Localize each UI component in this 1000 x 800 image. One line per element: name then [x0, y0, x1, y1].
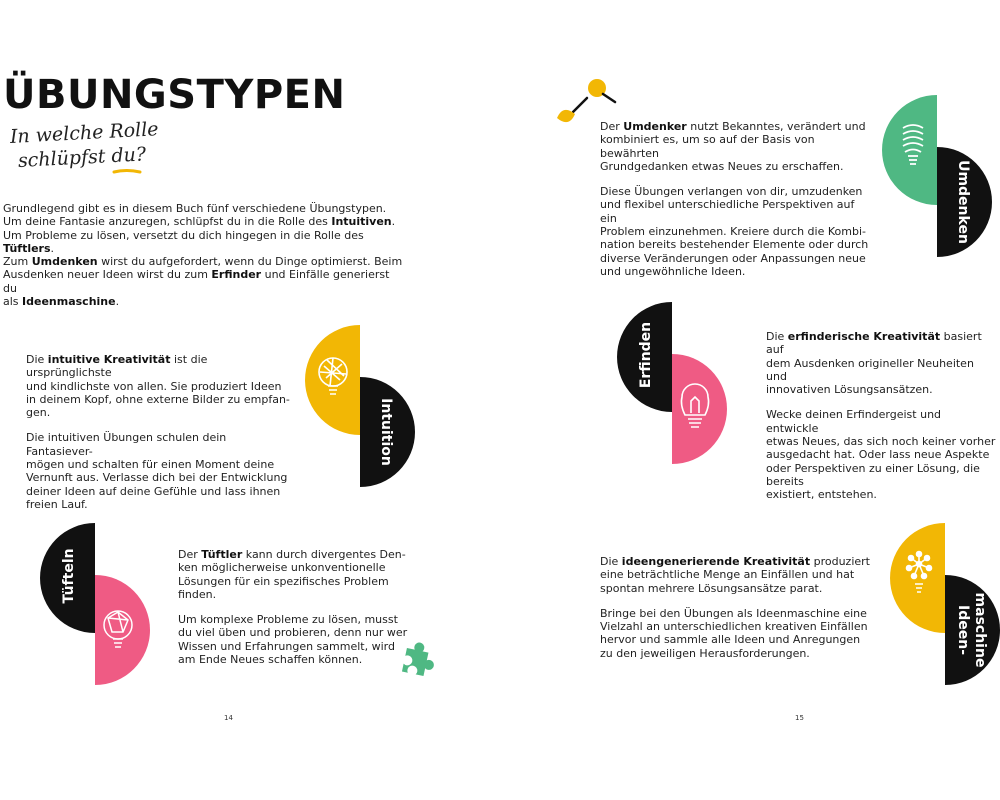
intuition-emblem	[300, 320, 420, 490]
bold-term: Intuitiven	[331, 215, 392, 229]
paragraph: Der Tüftler kann durch divergentes Den- ken möglicherweise unkonventionelle Lösungen für ein spezifisches Problem finden.	[178, 548, 406, 601]
page-title: ÜBUNGSTYPEN	[3, 72, 346, 118]
paragraph: Die erfinderische Kreativität basiert auf dem Ausdenken origineller Neuheiten und innovativen Lösungsansätzen.	[766, 330, 982, 397]
bold-term: Erfinder	[211, 268, 262, 282]
puzzle-piece-icon	[392, 640, 438, 686]
bold-term: intuitive Kreativität	[47, 353, 171, 366]
paragraph: Der Umdenker nutzt Bekanntes, verändert und kombiniert es, um so auf der Basis von bewährten Grundgedanken etwas Neues zu erschaffen.	[600, 120, 866, 173]
bold-term: Tüftler	[201, 548, 243, 561]
bold-term: Umdenker	[623, 120, 687, 133]
ideenmaschine-label-line2: maschine	[972, 592, 988, 668]
paragraph: Um komplexe Probleme zu lösen, musst du viel üben und probieren, denn nur wer Wissen und Erfahrungen sammelt, wird am Ende Neues schaffen können.	[178, 613, 408, 667]
page-number-left: 14	[224, 714, 233, 722]
handwritten-subtitle-line2: schlüpfst du?	[17, 143, 147, 172]
intuition-label: Intuition	[378, 398, 394, 466]
tufteln-description	[178, 548, 418, 678]
paragraph: Bringe bei den Übungen als Ideenmaschine eine Vielzahl an unterschiedlichen kreativen Einfällen hervor und sammle alle Ideen und Anregungen zu den jeweiligen Herausforderungen.	[600, 606, 868, 660]
page-number-right: 15	[795, 714, 804, 722]
ideenmaschine-color-halfcircle	[890, 523, 945, 633]
paragraph: Diese Übungen verlangen von dir, umzudenken und flexibel unterschiedliche Perspektiven auf ein Problem einzunehmen. Kreiere durch die Kombi- nation bereits bestehender Elemente oder durch diverse Veränderungen oder Anpassungen neue und ungewöhnliche Ideen.	[600, 185, 869, 278]
paragraph: Wecke deinen Erfindergeist und entwickle etwas Neues, das sich noch keiner vorher ausgedacht hat. Oder lass neue Aspekte oder Perspektiven zu einer Lösung, die bereits existiert, entstehen.	[766, 408, 996, 502]
tufteln-emblem	[35, 518, 155, 688]
umdenken-label: Umdenken	[955, 160, 971, 244]
erfinden-label: Erfinden	[638, 321, 654, 389]
paragraph: Die intuitive Kreativität ist die ursprünglichste und kindlichste von allen. Sie produziert Ideen in deinem Kopf, ohne externe Bilder zu empfan- gen.	[26, 353, 290, 420]
bold-term: Ideenmaschine	[22, 295, 116, 309]
handwritten-underline-decoration	[112, 168, 142, 176]
erfinden-emblem	[612, 297, 732, 467]
bold-term: Tüftlers	[3, 241, 51, 255]
tufteln-label: Tüfteln	[61, 548, 77, 604]
umdenken-emblem	[877, 90, 997, 260]
paragraph: Die intuitiven Übungen schulen dein Fantasiever- mögen und schalten für einen Moment deine Vernunft aus. Verlasse dich bei der Entwicklung deiner Ideen auf deine Gefühle und lass ihnen freien Lauf.	[26, 431, 288, 511]
bold-term: ideengenerierende Kreativität	[621, 555, 811, 568]
intuition-color-halfcircle	[305, 325, 360, 435]
bold-term: Umdenken	[31, 255, 98, 269]
intro-paragraph: Grundlegend gibt es in diesem Buch fünf verschiedene Übungstypen. Um deine Fantasie anzuregen, schlüpfst du in die Rolle des Intuitiven. Um Probleme zu lösen, versetzt du dich hingegen in die Rolle des Tüftlers. Zum Umdenken wirst du aufgefordert, wenn du Dinge optimierst. Beim Ausdenken neuer Ideen wirst du zum Erfinder und Einfälle generierst du als Ideenmaschine.	[3, 202, 403, 309]
ideenmaschine-label-line1: Ideen-	[955, 605, 971, 655]
bold-term: erfinderische Kreativität	[787, 330, 941, 343]
paragraph: Die ideengenerierende Kreativität produziert eine beträchtliche Menge an Einfällen und hat spontan mehrere Lösungsansätze parat.	[600, 555, 870, 595]
ideenmaschine-emblem	[887, 518, 1000, 688]
intuition-description	[26, 353, 296, 523]
ideenmaschine-description	[600, 555, 870, 672]
erfinden-description	[766, 330, 996, 514]
umdenken-description	[600, 120, 870, 290]
handwritten-subtitle-line1: In welche Rolle	[9, 118, 160, 148]
